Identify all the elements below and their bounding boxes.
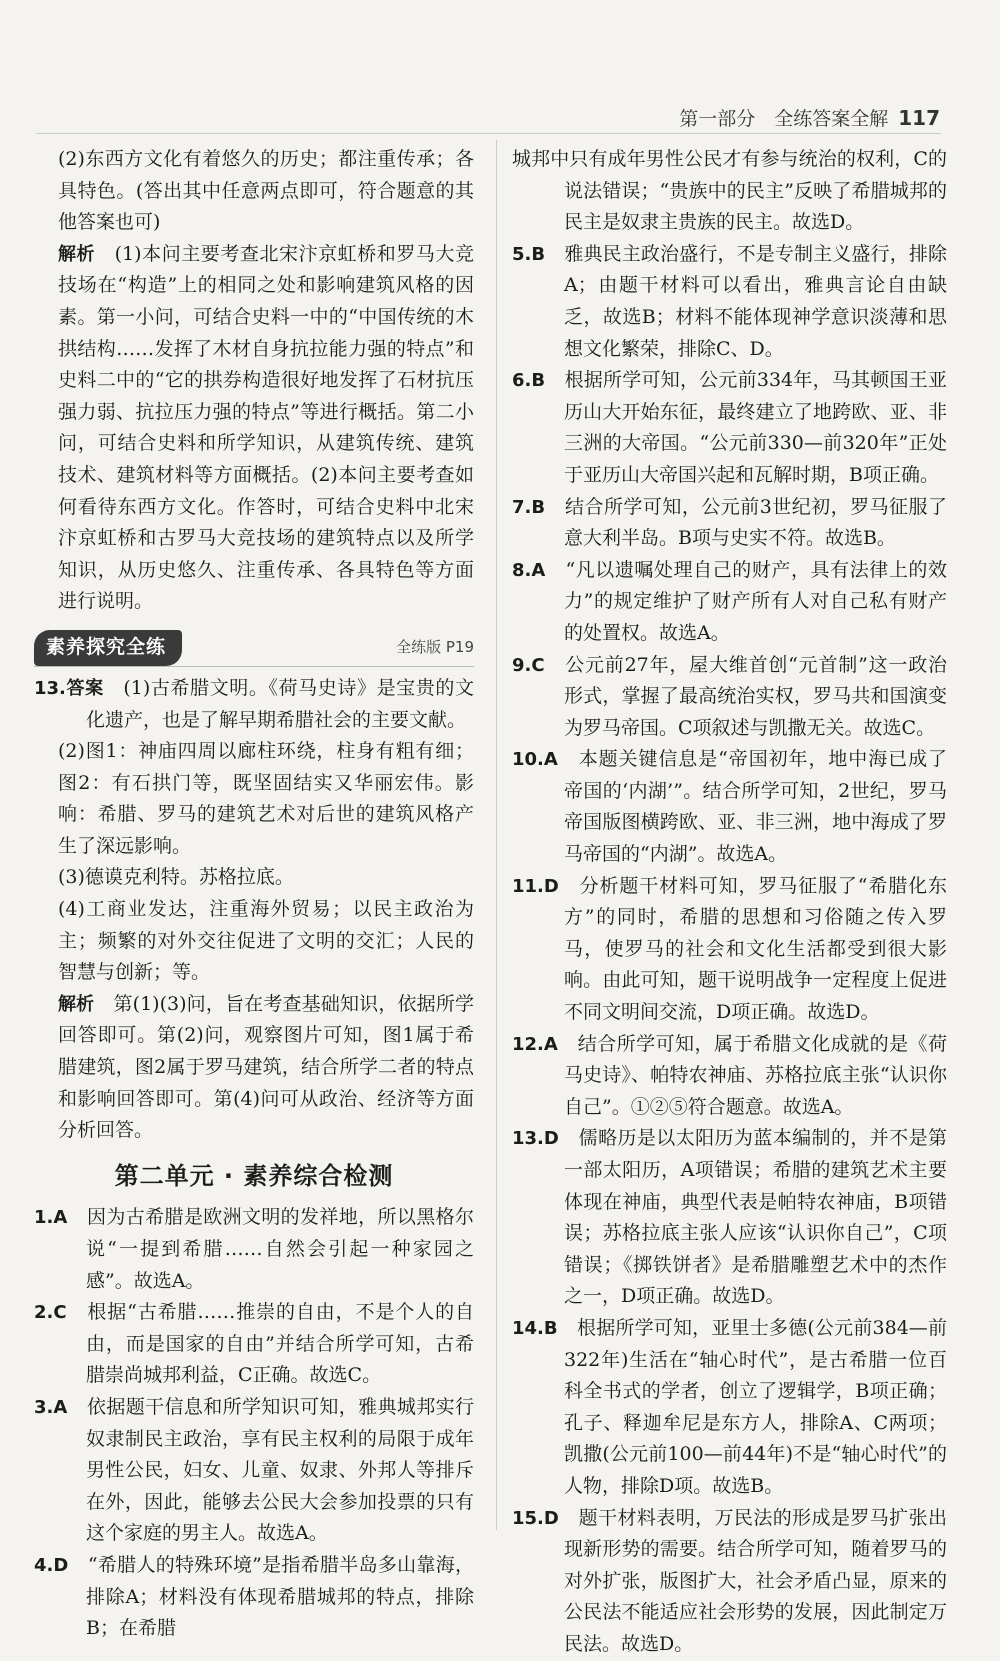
q13-part1: (1)古希腊文明。《荷马史诗》是宝贵的文化遗产，也是了解早期希腊社会的主要文献。 [86,676,474,731]
q13-analysis [34,989,474,1147]
answer-item [34,1550,474,1645]
section-banner-row [34,630,474,667]
item-number: 8.A [512,559,546,581]
analysis-text: (1)本问主要考查北宋汴京虹桥和罗马大竞技场在“构造”上的相同之处和影响建筑风格的因素。第一小问，可结合史料一中的“中国传统的木拱结构……发挥了木材自身抗拉能力强的特点”和史料二中的“它的拱券构造很好地发挥了石材抗压强力弱、抗拉压力强的特点”等进行概括。第二小问，可结合史料和所学知识，从建筑传统、建筑技术、建筑材料等方面概括。(2)本问主要考查如何看待东西方文化。作答时，可结合史料中北宋汴京虹桥和古罗马大竞技场的建筑特点以及所学知识，从历史悠久、注重传承、各具特色等方面进行说明。 [58,242,474,613]
item-number: 6.B [512,370,546,392]
item-text: 分析题干材料可知，罗马征服了“希腊化东方”的同时，希腊的思想和习俗随之传入罗马，使罗马的社会和文化生活都受到很大影响。由此可知，题干说明战争一定程度上促进不同文明间交流，D项正确。故选D。 [564,874,947,1024]
item-number: 5.B [512,243,546,265]
banner-page-ref: 全练版 P19 [396,638,474,657]
item-number: 7.B [512,496,546,518]
q12-analysis [34,239,474,618]
answer-item [512,555,947,650]
item-text: 公元前27年，屋大维首创“元首制”这一政治形式，掌握了最高统治实权，罗马共和国演变为罗马帝国。C项叙述与凯撒无关。故选C。 [564,653,947,739]
item-number: 9.C [512,654,545,676]
item-number: 14.B [512,1317,558,1339]
answer-item [512,239,947,365]
answer-item [34,1202,474,1297]
item-number: 11.D [512,875,559,897]
answer-item [512,1503,947,1661]
item-text: 结合所学可知，公元前3世纪初，罗马征服了意大利半岛。B项与史实不符。故选B。 [564,495,947,550]
item-text: 根据所学可知，公元前334年，马其顿国王亚历山大开始东征，最终建立了地跨欧、亚、非三洲的大帝国。“公元前330—前320年”正处于亚历山大帝国兴起和瓦解时期，B项正确。 [564,369,947,486]
item-number: 1.A [34,1207,68,1229]
section-title: 第二单元 · 素养综合检测 [114,1161,394,1190]
item-text: 儒略历是以太阳历为蓝本编制的，并不是第一部太阳历，A项错误；希腊的建筑艺术主要体现在神庙，典型代表是帕特农神庙，B项错误；苏格拉底主张人应该“认识你自己”，C项错误；《掷铁饼者》是希腊雕塑艺术中的杰作之一，D项正确。故选D。 [564,1127,947,1308]
header-rule [36,133,941,134]
item-number: 3.A [34,1396,68,1418]
q12-part2: (2)东西方文化有着悠久的历史；都注重传承；各具特色。(答出其中任意两点即可，符合题意的其他答案也可) [58,148,474,234]
answer-item [512,871,947,1029]
answer-label: 答案 [65,677,104,699]
answer-item [34,1392,474,1550]
item-number: 15.D [512,1507,559,1529]
answer-item [512,1029,947,1124]
answer-item [512,650,947,745]
item-text: 根据“古希腊……推崇的自由，不是个人的自由，而是国家的自由”并结合所学可知，古希腊崇尚城邦利益，C正确。故选C。 [86,1301,474,1387]
q13-part3: (3)德谟克利特。苏格拉底。 [58,866,294,889]
q13-number: 13. [34,677,66,699]
item-text: 题干材料表明，万民法的形成是罗马扩张出现新形势的需要。结合所学可知，随着罗马的对外扩张，版图扩大，社会矛盾凸显，原来的公民法不能适应社会形势的发展，因此制定万民法。故选D。 [564,1506,947,1655]
section-banner: 素养探究全练 [34,630,182,666]
item-text: “希腊人的特殊环境”是指希腊半岛多山靠海，排除A；材料没有体现希腊城邦的特点，排除B；在希腊 [86,1553,474,1640]
analysis-text: 第(1)(3)问，旨在考查基础知识，依据所学回答即可。第(2)问，观察图片可知，图1属于希腊建筑，图2属于罗马建筑，结合所学二者的特点和影响回答即可。第(4)问可从政治、经济等方面分析回答。 [58,992,475,1142]
analysis-label: 解析 [58,993,95,1015]
item-number: 10.A [512,749,558,771]
answer-item [512,1123,947,1313]
page-header [679,104,940,131]
item-text: 雅典民主政治盛行，不是专制主义盛行，排除A；由题干材料可以看出，雅典言论自由缺乏，故选B；材料不能体现神学意识淡薄和思想文化繁荣，排除C、D。 [564,242,947,360]
header-title: 第一部分 全练答案全解 [679,108,889,130]
column-divider [496,140,497,1530]
answer-item [512,365,947,491]
right-column [512,144,947,1661]
item-text: 结合所学可知，属于希腊文化成就的是《荷马史诗》、帕特农神庙、苏格拉底主张“认识你自己”。①②⑤符合题意。故选A。 [564,1032,947,1118]
item-number: 13.D [512,1128,559,1150]
answer-item [512,1313,947,1503]
item-text: 依据题干信息和所学知识可知，雅典城邦实行奴隶制民主政治，享有民主权利的局限于成年男性公民，妇女、儿童、奴隶、外邦人等排斥在外，因此，能够去公民大会参加投票的只有这个家庭的男主人。故选A。 [86,1395,474,1545]
left-column [34,144,474,1645]
item-number: 12.A [512,1033,558,1055]
item-text: 根据所学可知，亚里士多德(公元前384—前322年)生活在“轴心时代”，是古希腊一位百科全书式的学者，创立了逻辑学，B项正确；孔子、释迦牟尼是东方人，排除A、C两项；凯撒(公元前100—前44年)不是“轴心时代”的人物，排除D项。故选B。 [564,1316,947,1497]
item-text: 因为古希腊是欧洲文明的发祥地，所以黑格尔说“一提到希腊……自然会引起一种家园之感”。故选A。 [86,1206,474,1292]
item-text: “凡以遗嘱处理自己的财产，具有法律上的效力”的规定维护了财产所有人对自己私有财产的处置权。故选A。 [564,558,947,644]
item4-continuation: 城邦中只有成年男性公民才有参与统治的权利，C的说法错误；“贵族中的民主”反映了希腊城邦的民主是奴隶主贵族的民主。故选D。 [512,148,947,234]
item-number: 2.C [34,1302,67,1324]
q13-answer [34,673,474,736]
answer-item [512,492,947,555]
page-number: 117 [898,106,940,130]
item-number: 4.D [34,1554,69,1576]
q13-part2: (2)图1：神庙四周以廊柱环绕，柱身有粗有细；图2：有石拱门等，既坚固结实又华丽宏伟。影响：希腊、罗马的建筑艺术对后世的建筑风格产生了深远影响。 [58,740,474,857]
analysis-label: 解析 [58,243,96,265]
answer-item [512,744,947,870]
q13-part4: (4)工商业发达，注重海外贸易；以民主政治为主；频繁的对外交往促进了文明的交汇；人民的智慧与创新；等。 [58,898,474,984]
item-text: 本题关键信息是“帝国初年，地中海已成了帝国的‘内湖’”。结合所学可知，2世纪，罗马帝国版图横跨欧、亚、非三洲，地中海成了罗马帝国的“内湖”。故选A。 [564,748,947,866]
answer-item [34,1297,474,1392]
